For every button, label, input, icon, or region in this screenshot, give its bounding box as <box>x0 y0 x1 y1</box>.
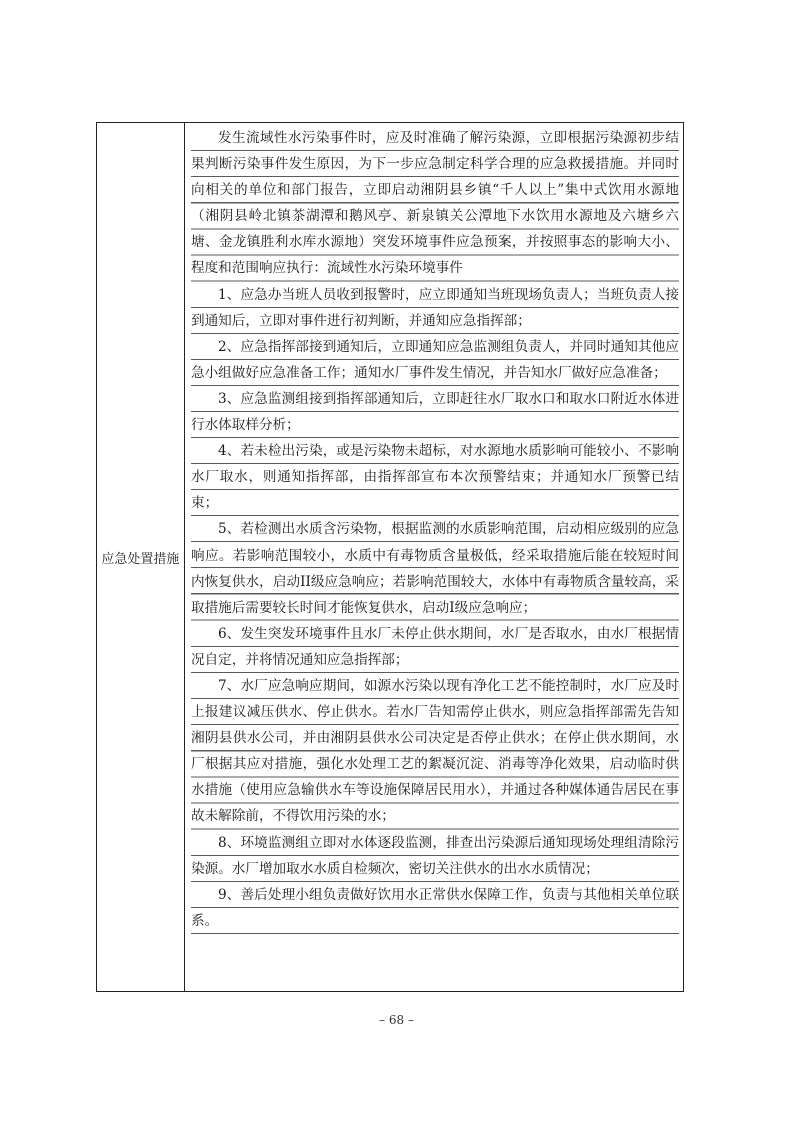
paragraph-step-9: 9、善后处理小组负责做好饮用水正常供水保障工作，负责与其他相关单位联系。 <box>191 882 679 934</box>
table-label-cell <box>97 123 185 991</box>
paragraph-intro: 发生流域性水污染事件时，应及时准确了解污染源，立即根据污染源初步结果判断污染事件发生原因，为下一步应急制定科学合理的应急救援措施。并同时向相关的单位和部门报告，立即启动湘阴县乡镇“千人以上”集中式饮用水源地（湘阴县岭北镇茶湖潭和鹅风亭、新泉镇关公潭地下水饮用水源地及六塘乡六塘、金龙镇胜利水库水源地）突发环境事件应急预案，并按照事态的影响大小、程度和范围响应执行：流域性水污染环境事件 <box>191 125 679 282</box>
measures-table <box>96 122 684 992</box>
paragraph-step-2: 2、应急指挥部接到通知后，立即通知应急监测组负责人，并同时通知其他应急小组做好应急准备工作；通知水厂事件发生情况，并告知水厂做好应急准备； <box>191 334 679 386</box>
table-content-cell <box>185 123 683 991</box>
paragraph-step-3: 3、应急监测组接到指挥部通知后，立即赶往水厂取水口和取水口附近水体进行水体取样分析； <box>191 386 679 438</box>
paragraph-step-8: 8、环境监测组立即对水体逐段监测，排查出污染源后通知现场处理组清除污染源。水厂增加取水水质自检频次，密切关注供水的出水水质情况； <box>191 830 679 882</box>
paragraph-step-4: 4、若未检出污染，或是污染物未超标，对水源地水质影响可能较小、不影响水厂取水，则通知指挥部，由指挥部宣布本次预警结束；并通知水厂预警已结束； <box>191 438 679 516</box>
paragraph-step-6: 6、发生突发环境事件且水厂未停止供水期间，水厂是否取水，由水厂根据情况自定，并将情况通知应急指挥部； <box>191 621 679 673</box>
page-number: – 68 – <box>379 1013 414 1027</box>
paragraph-step-1: 1、应急办当班人员收到报警时，应立即通知当班现场负责人；当班负责人接到通知后，立即对事件进行初判断，并通知应急指挥部； <box>191 282 679 334</box>
paragraph-step-7: 7、水厂应急响应期间，如源水污染以现有净化工艺不能控制时，水厂应及时上报建议减压供水、停止供水。若水厂告知需停止供水，则应急指挥部需先告知湘阴县供水公司，并由湘阴县供水公司决定是否停止供水；在停止供水期间，水厂根据其应对措施，强化水处理工艺的絮凝沉淀、消毒等净化效果，启动临时供水措施（使用应急输供水车等设施保障居民用水），并通过各种媒体通告居民在事故未解除前，不得饮用污染的水； <box>191 673 679 830</box>
paragraph-step-5: 5、若检测出水质含污染物，根据监测的水质影响范围，启动相应级别的应急响应。若影响范围较小，水质中有毒物质含量极低，经采取措施后能在较短时间内恢复供水，启动II级应急响应；若影响范围较大，水体中有毒物质含量较高，采取措施后需要较长时间才能恢复供水，启动I级应急响应； <box>191 516 679 620</box>
table-label: 应急处置措施 <box>101 551 180 567</box>
